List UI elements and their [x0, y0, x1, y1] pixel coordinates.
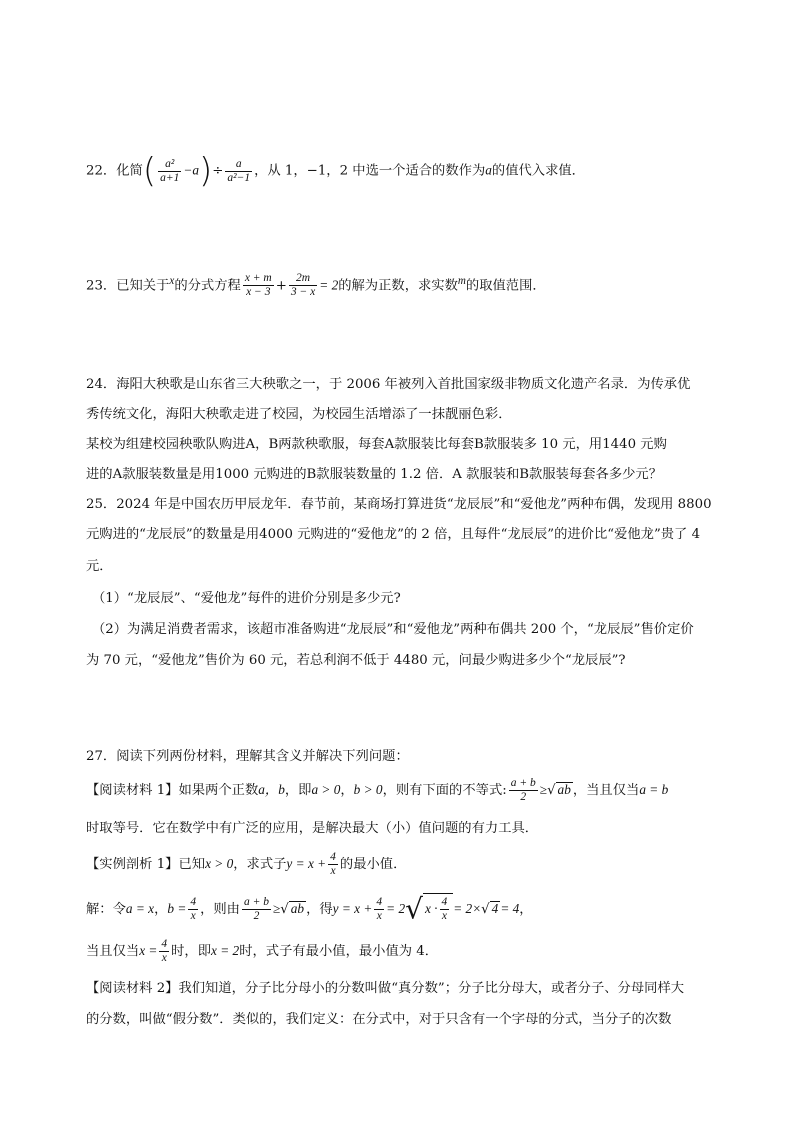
ex-tail: 的最小值．: [339, 857, 407, 872]
m1-tail: ，当且仅当: [572, 783, 640, 798]
sqrt-symbol: √: [481, 902, 490, 917]
ex-cond: x > 0: [205, 856, 234, 871]
m1-ge: ≥: [539, 782, 548, 797]
q23-tail-1: 的解为正数，求实数: [338, 278, 458, 294]
m1-eq: a = b: [639, 782, 669, 797]
ex-lead: 【实例剖析 1】已知: [86, 857, 206, 872]
q25-line-3: 元．: [86, 559, 113, 574]
sol-y: y = x +: [332, 901, 373, 916]
sol-end: ，: [519, 902, 533, 917]
q22-number: 22．: [86, 163, 117, 179]
m1-a-positive: a > 0: [311, 782, 341, 797]
sol-sqrt-4: 4: [491, 901, 499, 916]
q22-fraction-2: $\frac{a}{\text{a²−1}}$: [227, 157, 251, 184]
q24-line-3: 某校为组建校园秧歌队购进A，B两款秧歌服，每套A款服装比每套B款服装多 10 元，用1440 元购: [86, 437, 667, 452]
ex-fraction: $\frac{4}{x}$: [330, 851, 336, 877]
m1-sqrt-ab: ab: [557, 782, 571, 797]
sol-sqrt-ab: ab: [290, 901, 305, 916]
q22-tail-2: 的值代入求值．: [491, 163, 585, 179]
m1-comma: ，: [340, 783, 354, 798]
q27-material-2-line-1: 【阅读材料 2】我们知道，分子比分母小的分数叫做“真分数”；分子比分母大，或者分子、分母同样大: [86, 981, 685, 996]
q22-tail-1: ，从 1，−1，2 中选一个适合的数作为: [254, 163, 486, 179]
q25-line-4: （1）“龙辰辰”、“爱他龙”每件的进价分别是多少元?: [92, 591, 401, 606]
q22-fraction-1: $\frac{\text{a²}}{a+1}$: [160, 157, 180, 184]
q25-line-6: 为 70 元，“爱他龙”售价为 60 元，若总利润不低于 4480 元，问最少购进多少个“龙辰辰”?: [86, 653, 626, 668]
q22-div: ÷: [212, 163, 224, 179]
q23-lead: 已知关于: [116, 278, 170, 294]
ex-mid: ，求式子: [233, 857, 287, 872]
when-tail: 时，式子有最小值，最小值为 4．: [239, 944, 439, 959]
sol-four: = 4: [500, 901, 520, 916]
when-mid: 时，即: [171, 944, 212, 959]
q27-solution: [86, 890, 716, 928]
big-sqrt-symbol: √: [405, 892, 423, 926]
when-x: x =: [139, 943, 158, 958]
sol-b-fraction: $\frac{4}{x}$: [190, 896, 197, 922]
question-22: [86, 151, 716, 191]
q27-material-1: [86, 773, 716, 807]
when-x2: x = 2: [211, 943, 240, 958]
sol-y-fraction: $\frac{4}{x}$: [376, 896, 383, 922]
q27-example-1: [86, 846, 716, 882]
left-paren: (: [142, 151, 157, 191]
q27-line-1: 27．阅读下列两份材料，理解其含义并解决下列问题：: [86, 749, 409, 764]
right-paren: ): [198, 151, 213, 191]
q24-line-2: 秀传统文化，海阳大秧歌走进了校园，为校园生活增添了一抹靓丽色彩．: [86, 407, 512, 422]
q22-var-a: a: [485, 162, 492, 178]
sol-then: ，则由: [200, 902, 240, 917]
sol-comma: ，: [154, 902, 168, 917]
sol-lead: 解：令: [86, 902, 126, 917]
q25-line-5: （2）为满足消费者需求，该超市准备购进“龙辰辰”和“爱他龙”两种布偶共 200 个，“龙辰辰”售价定价: [92, 622, 694, 637]
m1-ab: a，b: [258, 782, 285, 797]
q27-material-2-line-2: 的分数，叫做“假分数”．类似的，我们定义：在分式中，对于只含有一个字母的分式，当分子的次数: [86, 1012, 672, 1027]
sol-a: a = x: [125, 901, 155, 916]
question-23: [86, 272, 716, 299]
m1-then: ，则有下面的不等式:: [382, 783, 507, 798]
m1-ineq-fraction: $\frac{a + b}{2}$: [510, 777, 536, 803]
q27-when: [86, 934, 716, 968]
q23-var-x: x: [169, 275, 175, 287]
m1-lead: 【阅读材料 1】如果两个正数: [86, 783, 259, 798]
q23-eq: = 2: [319, 277, 339, 293]
sqrt-symbol: √: [280, 902, 289, 917]
q24-line-4: 进的A款服装数量是用1000 元购进的B款服装数量的 1.2 倍．A 款服装和B款服装每套各多少元？: [86, 467, 663, 482]
sol-ge: ≥: [272, 901, 281, 916]
sol-big-sqrt: x · $\frac{4}{x}$: [423, 893, 453, 924]
q22-minus-a: −a: [183, 162, 199, 178]
q23-var-m: m: [457, 275, 466, 287]
q23-fraction-1: $\frac{x + m}{x - 3}$: [244, 272, 272, 299]
when-fraction: $\frac{4}{x}$: [161, 938, 168, 964]
sol-get: ，得: [306, 902, 333, 917]
q23-tail-2: 的取值范围．: [465, 278, 546, 294]
when-lead: 当且仅当: [86, 944, 140, 959]
q24-line-1: 24．海阳大秧歌是山东省三大秧歌之一，于 2006 年被列入首批国家级非物质文化遗产名录．为传承优: [86, 377, 691, 392]
q23-mid: 的分式方程: [174, 278, 241, 294]
q23-fraction-2: $\frac{2m}{3 - x}$: [290, 272, 316, 299]
sqrt-symbol: √: [547, 783, 556, 798]
sol-res: = 2×: [453, 901, 482, 916]
q23-plus: +: [275, 278, 287, 294]
m1-b-positive: b > 0: [353, 782, 383, 797]
sol-ineq-fraction: $\frac{a + b}{2}$: [243, 896, 269, 922]
q27-material-1-line-2: 时取等号．它在数学中有广泛的应用，是解决最大（小）值问题的有力工具．: [86, 821, 539, 836]
q22-lead: 化简: [116, 163, 143, 179]
sol-b: b =: [167, 901, 187, 916]
m1-mid: ，即: [284, 783, 312, 798]
q25-line-2: 元购进的“龙辰辰”的数量是用4000 元购进的“爱他龙”的 2 倍，且每件“龙辰辰”的进价比“爱他龙”贵了 4: [86, 527, 701, 542]
ex-y: y = x +: [286, 856, 327, 871]
sol-eq: = 2: [386, 901, 406, 916]
q23-number: 23．: [86, 278, 117, 294]
q25-line-1: 25．2024 年是中国农历甲辰龙年．春节前，某商场打算进货“龙辰辰”和“爱他龙”两种布偶，发现用 8800: [86, 497, 712, 512]
